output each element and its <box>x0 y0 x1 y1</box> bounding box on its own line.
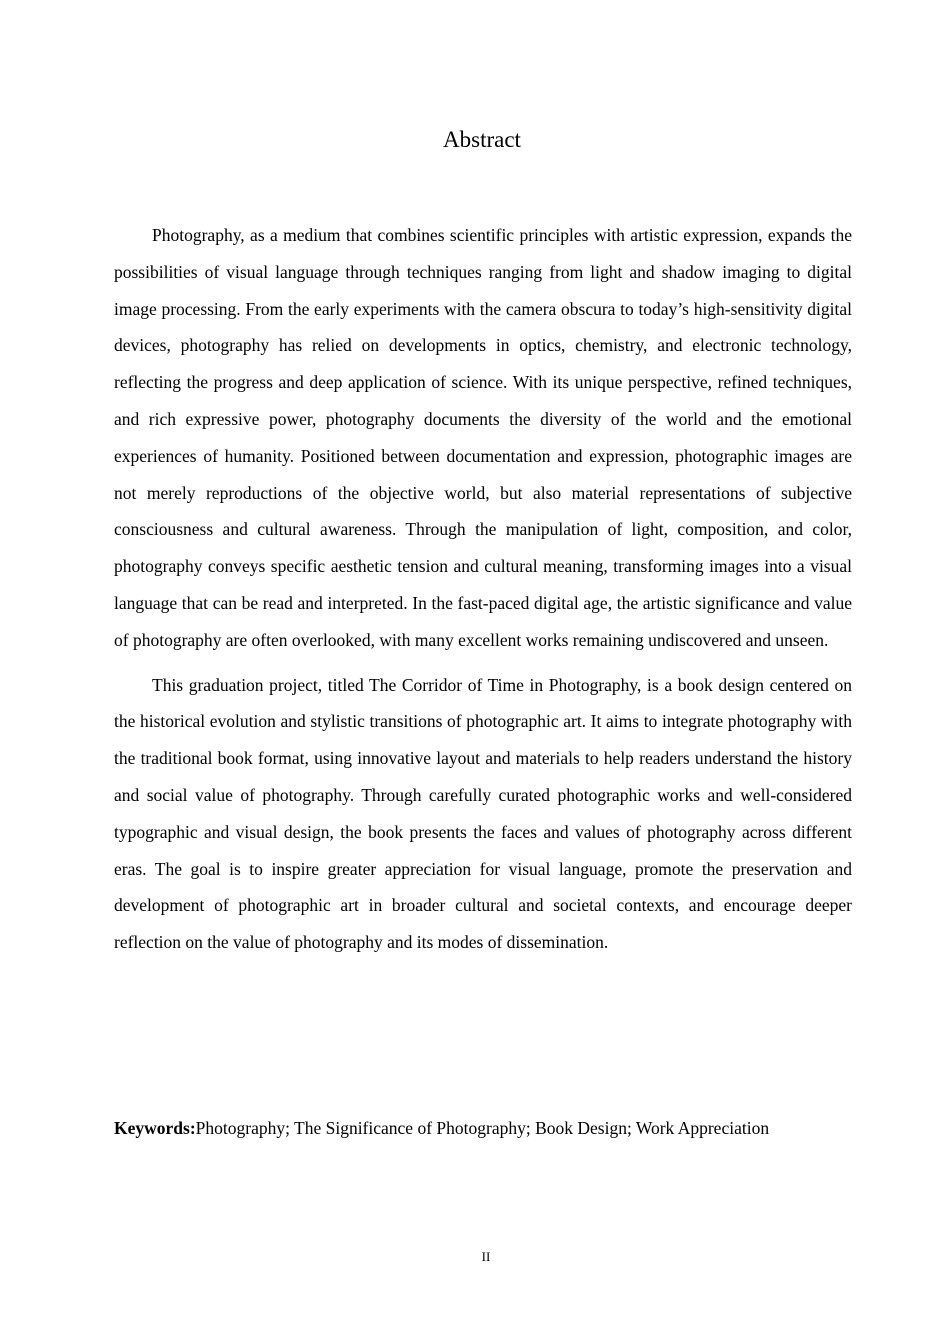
abstract-paragraph-1: Photography, as a medium that combines scientific principles with artistic expression, expands the possibilities of visual language through techniques ranging from light and shadow imaging to digital image processing. From the early experiments with the camera obscura to today’s high-sensitivity digital devices, photography has relied on developments in optics, chemistry, and electronic technology, reflecting the progress and deep application of science. With its unique perspective, refined techniques, and rich expressive power, photography documents the diversity of the world and the emotional experiences of humanity. Positioned between documentation and expression, photographic images are not merely reproductions of the objective world, but also material representations of subjective consciousness and cultural awareness. Through the manipulation of light, composition, and color, photography conveys specific aesthetic tension and cultural meaning, transforming images into a visual language that can be read and interpreted. In the fast-paced digital age, the artistic significance and value of photography are often overlooked, with many excellent works remaining undiscovered and unseen. <box>114 225 852 650</box>
page-number: II <box>481 1249 491 1264</box>
keywords-text: Photography; The Significance of Photography; Book Design; Work Appreciation <box>195 1118 770 1138</box>
abstract-body <box>114 217 852 969</box>
abstract-paragraph-2: This graduation project, titled The Corridor of Time in Photography, is a book design centered on the historical evolution and stylistic transitions of photographic art. It aims to integrate photography with the traditional book format, using innovative layout and materials to help readers understand the history and social value of photography. Through carefully curated photographic works and well-considered typographic and visual design, the book presents the faces and values of photography across different eras. The goal is to inspire greater appreciation for visual language, promote the preservation and development of photographic art in broader cultural and societal contexts, and encourage deeper reflection on the value of photography and its modes of dissemination. <box>114 674 852 953</box>
keywords-line <box>114 1112 874 1144</box>
keywords-label: Keywords: <box>114 1118 196 1138</box>
page-title: Abstract <box>443 127 521 152</box>
